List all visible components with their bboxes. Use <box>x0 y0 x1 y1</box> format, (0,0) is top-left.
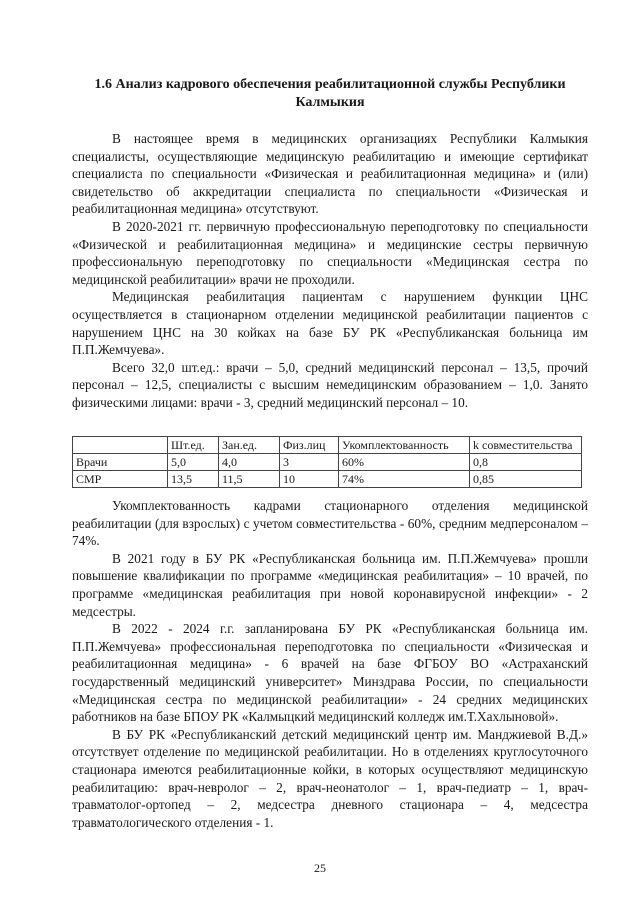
table-cell: 5,0 <box>168 454 219 471</box>
table-cell: 74% <box>339 471 470 488</box>
table-cell: 0,85 <box>470 471 582 488</box>
paragraph: В 2021 году в БУ РК «Республиканская больница им. П.П.Жемчуева» прошли повышение квалификации по программе «медицинская реабилитация» – 10 врачей, по программе «медицинская реабилитация при новой коронавирусной инфекции» - 2 медсестры. <box>72 550 588 619</box>
table-header-row <box>73 437 582 454</box>
table-header-cell: Укомплектованность <box>339 437 470 454</box>
paragraph: Всего 32,0 шт.ед.: врачи – 5,0, средний медицинский персонал – 13,5, прочий персонал – 12,5, специалисты с высшим немедицинским образованием – 1,0. Занято физическими лицами: врачи - 3, средний медицинский персонал – 10. <box>72 359 588 410</box>
paragraph: Медицинская реабилитация пациентам с нарушением функции ЦНС осуществляется в стационарном отделении медицинской реабилитации пациентов с нарушением ЦНС на 30 койках на базе БУ РК «Республиканская больница им П.П.Жемчуева». <box>72 289 588 358</box>
table-cell: 60% <box>339 454 470 471</box>
table-header-cell <box>73 437 168 454</box>
table-cell: 13,5 <box>168 471 219 488</box>
table-cell: 11,5 <box>219 471 280 488</box>
table-row <box>73 471 582 488</box>
paragraph: В настоящее время в медицинских организациях Республики Калмыкия специалисты, осуществляющие медицинскую реабилитацию и имеющие сертификат специалиста по специальности «Физическая и реабилитационная медицина» и (или) свидетельство об аккредитации специалиста по специальности «Физическая и реабилитационная медицина» отсутствуют. <box>72 131 588 217</box>
table-cell: 0,8 <box>470 454 582 471</box>
table-header-cell: Шт.ед. <box>168 437 219 454</box>
table-cell: 4,0 <box>219 454 280 471</box>
table-cell: 10 <box>280 471 339 488</box>
staff-table <box>72 436 582 488</box>
table-cell: 3 <box>280 454 339 471</box>
table-row <box>73 454 582 471</box>
table-header-cell: Зан.ед. <box>219 437 280 454</box>
table-header-cell: Физ.лиц <box>280 437 339 454</box>
text-block-bottom <box>72 497 588 831</box>
paragraph: Укомплектованность кадрами стационарного отделения медицинской реабилитации (для взрослых) с учетом совместительства - 60%, средним медперсоналом – 74%. <box>72 498 588 549</box>
table-cell: Врачи <box>73 454 168 471</box>
paragraph: В 2022 - 2024 г.г. запланирована БУ РК «Республиканская больница им. П.П.Жемчуева» профессиональная переподготовка по специальности «Физическая и реабилитационная медицина» - 6 врачей на базе ФГБОУ ВО «Астраханский государственный медицинский университет» Минздрава России, по специальности «Медицинская сестра по медицинской реабилитации» - 24 средних медицинских работников на базе БПОУ РК «Калмыцкий медицинский колледж им.Т.Хахлыновой». <box>72 621 588 725</box>
section-heading: 1.6 Анализ кадрового обеспечения реабилитационной службы Республики Калмыкия <box>94 77 566 110</box>
table-cell: СМР <box>73 471 168 488</box>
paragraph: В БУ РК «Республиканский детский медицинский центр им. Манджиевой В.Д.» отсутствует отделение по медицинской реабилитации. Но в отделениях круглосуточного стационара имеются реабилитационные койки, в которых осуществляют медицинскую реабилитацию: врач-невролог – 2, врач-неонатолог – 1, врач-педиатр – 1, врач-травматолог-ортопед – 2, медсестра дневного стационара – 4, медсестра травматологического отделения - 1. <box>72 726 588 830</box>
page-number: 25 <box>314 861 326 875</box>
text-block-top <box>72 130 588 412</box>
table-header-cell: k совместительства <box>470 437 582 454</box>
paragraph: В 2020-2021 гг. первичную профессиональную переподготовку по специальности «Физической и реабилитационная медицина» и медицинские сестры первичную профессиональную переподготовку по специальности «Медицинская сестра по медицинской реабилитации» врачи не проходили. <box>72 218 588 287</box>
